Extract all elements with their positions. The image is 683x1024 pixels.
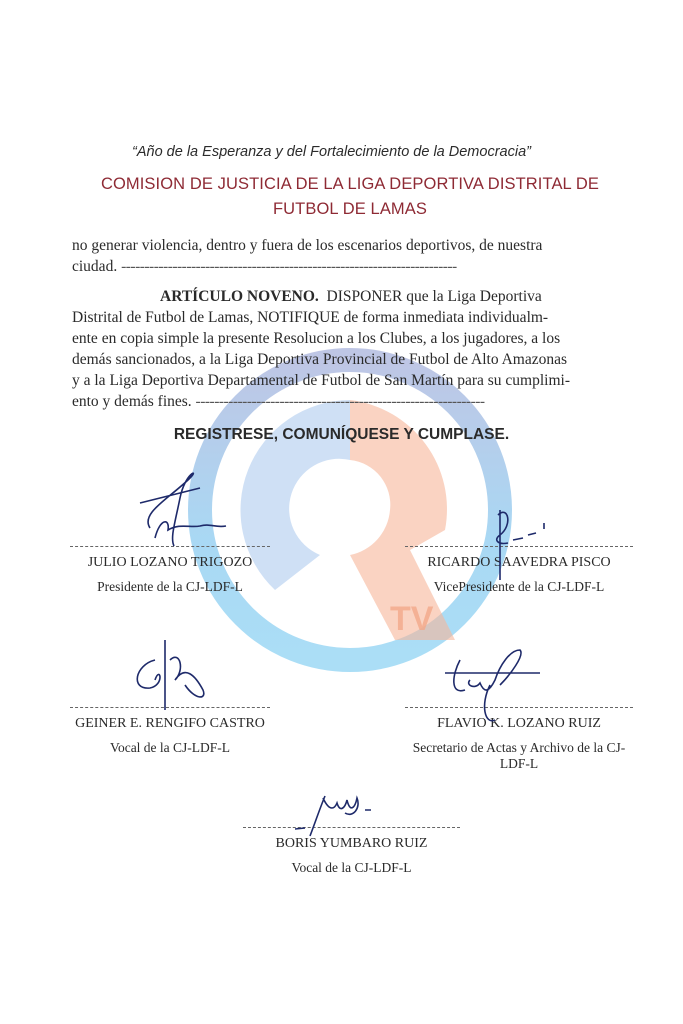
signature-flavio-lozano — [440, 645, 550, 730]
article-line: Distrital de Futbol de Lamas, NOTIFIQUE de forma inmediata individualm- — [72, 309, 549, 326]
signatory-role: VicePresidente de la CJ-LDF-L — [433, 579, 605, 594]
continuation-line-2: ciudad. ------------------------------------------------------------------------ — [72, 258, 457, 275]
signature-boris-yumbaro — [295, 788, 385, 843]
article-line: ento y demás fines. — [72, 393, 192, 410]
continuation-paragraph — [72, 235, 652, 277]
document-title — [40, 172, 660, 222]
title-line-2: FUTBOL DE LAMAS — [272, 200, 427, 218]
signatory-name: JULIO LOZANO TRIGOZO — [87, 555, 253, 570]
continuation-line-1: no generar violencia, dentro y fuera de los escenarios deportivos, de nuestra — [72, 237, 543, 254]
signatory-role: Secretario de Actas y Archivo de la CJ-LDF-L — [412, 740, 626, 771]
signatory-name: GEINER E. RENGIFO CASTRO — [75, 716, 265, 731]
watermark-tv-label: TV — [390, 600, 434, 638]
signatory-name: RICARDO SAAVEDRA PISCO — [427, 555, 611, 570]
signatory-role: Vocal de la CJ-LDF-L — [109, 740, 231, 755]
article-line: ente en copia simple la presente Resolucion a los Clubes, a los jugadores, a los — [72, 330, 561, 347]
article-heading: ARTÍCULO NOVENO. — [160, 288, 319, 305]
signature-geiner-rengifo — [125, 640, 215, 720]
signatory-block — [70, 546, 270, 595]
filler-dashes: -------------------------------------------------------------- — [195, 393, 485, 410]
signatory-name: BORIS YUMBARO RUIZ — [275, 836, 428, 851]
signature-ricardo-saavedra — [478, 505, 558, 585]
title-line-1: COMISION DE JUSTICIA DE LA LIGA DEPORTIVA DISTRITAL DE — [100, 175, 600, 193]
document-motto: “Año de la Esperanza y del Fortalecimiento de la Democracia” — [132, 144, 531, 160]
closing-statement: REGISTRESE, COMUNÍQUESE Y CUMPLASE. — [173, 426, 510, 443]
filler-dashes: ------------------------------------------------------------------------ — [121, 258, 457, 275]
article-paragraph — [72, 286, 652, 412]
signature-julio-lozano — [130, 468, 240, 548]
signatory-role: Presidente de la CJ-LDF-L — [97, 579, 243, 594]
article-line: y a la Liga Deportiva Departamental de Futbol de San Martín para su cumplimi- — [72, 372, 571, 389]
signatory-role: Vocal de la CJ-LDF-L — [291, 860, 412, 875]
signatory-name: FLAVIO K. LOZANO RUIZ — [437, 716, 601, 731]
article-line: demás sancionados, a la Liga Deportiva Provincial de Futbol de Alto Amazonas — [72, 351, 568, 368]
article-line: DISPONER que la Liga Deportiva — [326, 288, 542, 305]
